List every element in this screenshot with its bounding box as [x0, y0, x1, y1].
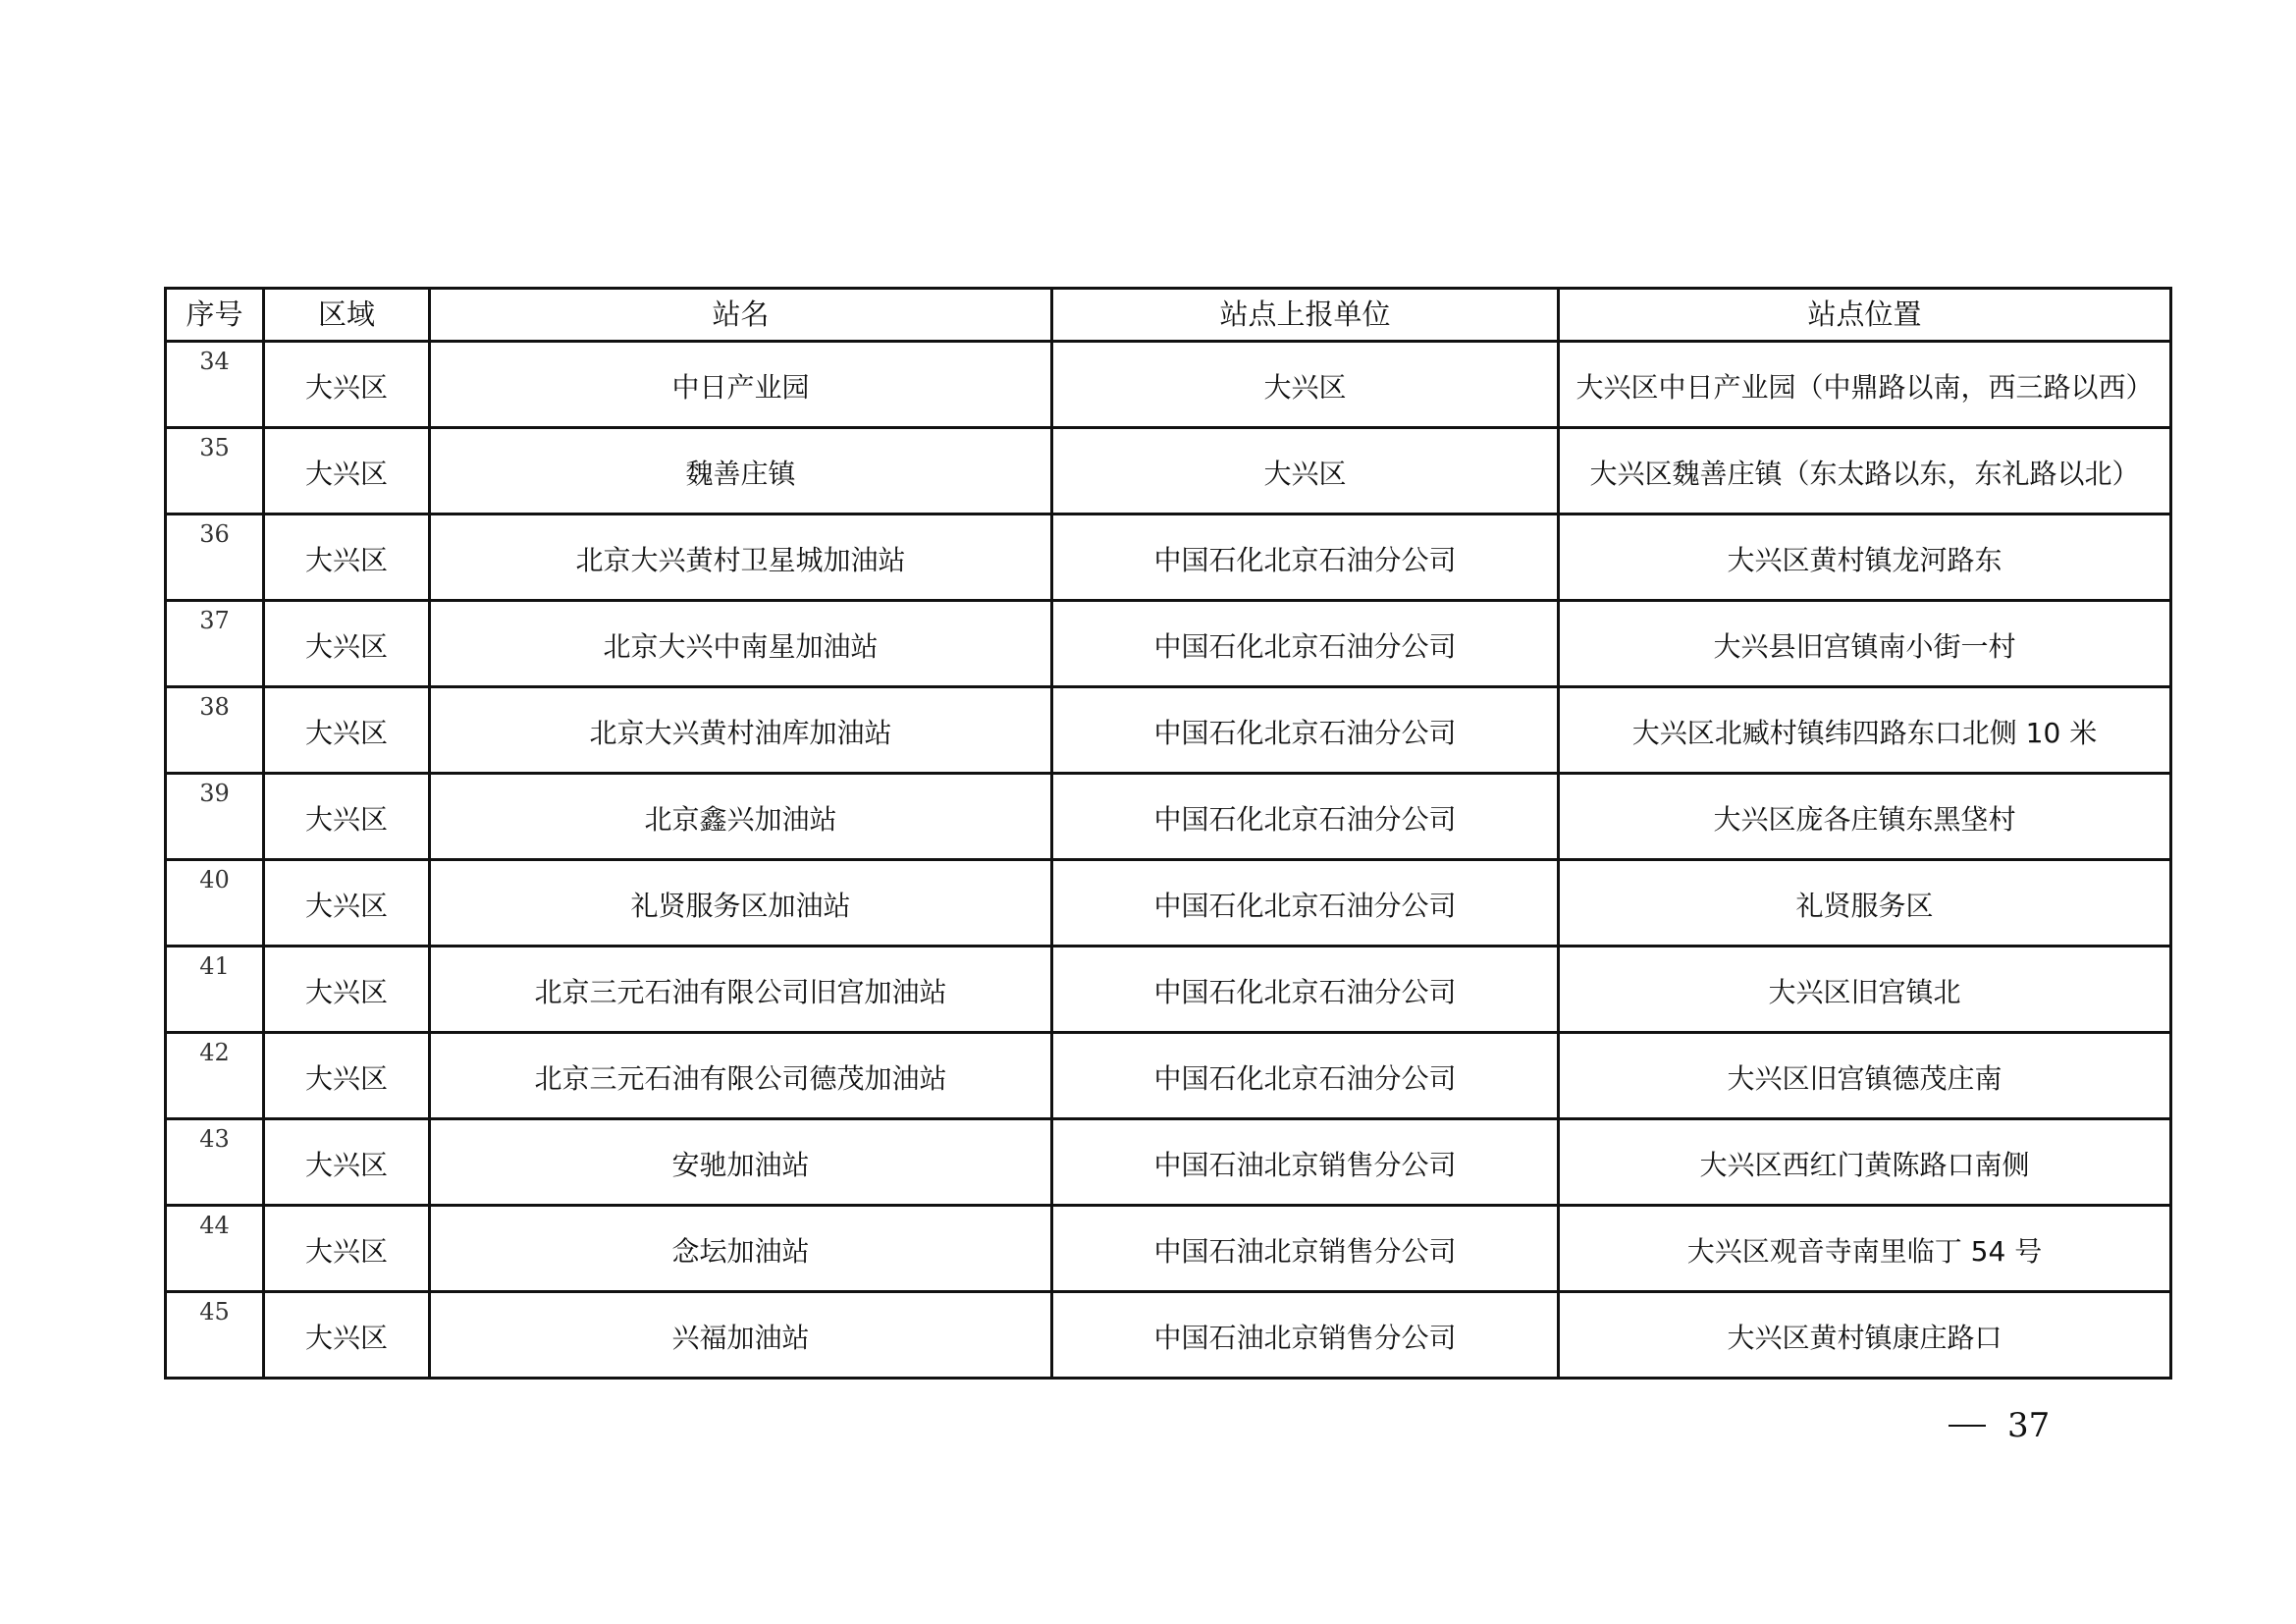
cell-region: 大兴区 [264, 342, 430, 428]
cell-unit: 中国石化北京石油分公司 [1052, 687, 1559, 774]
cell-unit: 中国石化北京石油分公司 [1052, 1033, 1559, 1119]
cell-station: 北京三元石油有限公司旧宫加油站 [430, 947, 1052, 1033]
cell-unit: 中国石化北京石油分公司 [1052, 860, 1559, 947]
page-number-dash [1949, 1425, 1986, 1427]
cell-seq: 42 [166, 1033, 264, 1119]
table-row [166, 1119, 2171, 1206]
cell-location: 大兴区北臧村镇纬四路东口北侧 10 米 [1559, 687, 2171, 774]
header-region: 区域 [264, 289, 430, 342]
cell-seq: 35 [166, 428, 264, 514]
cell-seq: 43 [166, 1119, 264, 1206]
cell-region: 大兴区 [264, 1292, 430, 1379]
cell-region: 大兴区 [264, 687, 430, 774]
cell-station: 北京大兴黄村卫星城加油站 [430, 514, 1052, 601]
cell-unit: 中国石化北京石油分公司 [1052, 514, 1559, 601]
page-number-value: 37 [2007, 1406, 2051, 1445]
cell-location: 大兴区魏善庄镇（东太路以东，东礼路以北） [1559, 428, 2171, 514]
cell-region: 大兴区 [264, 774, 430, 860]
cell-seq: 37 [166, 601, 264, 687]
cell-unit: 中国石化北京石油分公司 [1052, 947, 1559, 1033]
cell-station: 礼贤服务区加油站 [430, 860, 1052, 947]
cell-location: 大兴县旧宫镇南小街一村 [1559, 601, 2171, 687]
cell-unit: 大兴区 [1052, 342, 1559, 428]
cell-seq: 39 [166, 774, 264, 860]
table-row [166, 687, 2171, 774]
cell-location: 礼贤服务区 [1559, 860, 2171, 947]
header-location: 站点位置 [1559, 289, 2171, 342]
cell-location: 大兴区庞各庄镇东黑垡村 [1559, 774, 2171, 860]
cell-location: 大兴区旧宫镇德茂庄南 [1559, 1033, 2171, 1119]
table-row [166, 1292, 2171, 1379]
cell-station: 北京鑫兴加油站 [430, 774, 1052, 860]
cell-location: 大兴区旧宫镇北 [1559, 947, 2171, 1033]
table-row [166, 514, 2171, 601]
table-header-row [166, 289, 2171, 342]
cell-seq: 45 [166, 1292, 264, 1379]
cell-location: 大兴区黄村镇龙河路东 [1559, 514, 2171, 601]
page-number [1949, 1406, 2050, 1445]
cell-location: 大兴区黄村镇康庄路口 [1559, 1292, 2171, 1379]
cell-station: 魏善庄镇 [430, 428, 1052, 514]
cell-region: 大兴区 [264, 1119, 430, 1206]
cell-unit: 中国石化北京石油分公司 [1052, 601, 1559, 687]
cell-location: 大兴区观音寺南里临丁 54 号 [1559, 1206, 2171, 1292]
header-unit: 站点上报单位 [1052, 289, 1559, 342]
cell-unit: 中国石油北京销售分公司 [1052, 1119, 1559, 1206]
cell-unit: 大兴区 [1052, 428, 1559, 514]
cell-station: 北京三元石油有限公司德茂加油站 [430, 1033, 1052, 1119]
cell-station: 北京大兴黄村油库加油站 [430, 687, 1052, 774]
cell-region: 大兴区 [264, 428, 430, 514]
table-row [166, 601, 2171, 687]
cell-region: 大兴区 [264, 514, 430, 601]
cell-seq: 44 [166, 1206, 264, 1292]
cell-unit: 中国石化北京石油分公司 [1052, 774, 1559, 860]
cell-location: 大兴区西红门黄陈路口南侧 [1559, 1119, 2171, 1206]
cell-region: 大兴区 [264, 947, 430, 1033]
cell-region: 大兴区 [264, 1033, 430, 1119]
cell-station: 安驰加油站 [430, 1119, 1052, 1206]
cell-seq: 36 [166, 514, 264, 601]
cell-unit: 中国石油北京销售分公司 [1052, 1292, 1559, 1379]
table-row [166, 1206, 2171, 1292]
cell-seq: 38 [166, 687, 264, 774]
cell-seq: 40 [166, 860, 264, 947]
cell-region: 大兴区 [264, 601, 430, 687]
table-row [166, 947, 2171, 1033]
header-station: 站名 [430, 289, 1052, 342]
cell-unit: 中国石油北京销售分公司 [1052, 1206, 1559, 1292]
cell-seq: 34 [166, 342, 264, 428]
table-row [166, 860, 2171, 947]
cell-location: 大兴区中日产业园（中鼎路以南，西三路以西） [1559, 342, 2171, 428]
cell-seq: 41 [166, 947, 264, 1033]
table-row [166, 1033, 2171, 1119]
gas-station-table [164, 287, 2172, 1380]
cell-station: 念坛加油站 [430, 1206, 1052, 1292]
header-seq: 序号 [166, 289, 264, 342]
cell-station: 北京大兴中南星加油站 [430, 601, 1052, 687]
table-row [166, 342, 2171, 428]
cell-region: 大兴区 [264, 1206, 430, 1292]
cell-station: 中日产业园 [430, 342, 1052, 428]
table-row [166, 774, 2171, 860]
cell-region: 大兴区 [264, 860, 430, 947]
table-row [166, 428, 2171, 514]
cell-station: 兴福加油站 [430, 1292, 1052, 1379]
